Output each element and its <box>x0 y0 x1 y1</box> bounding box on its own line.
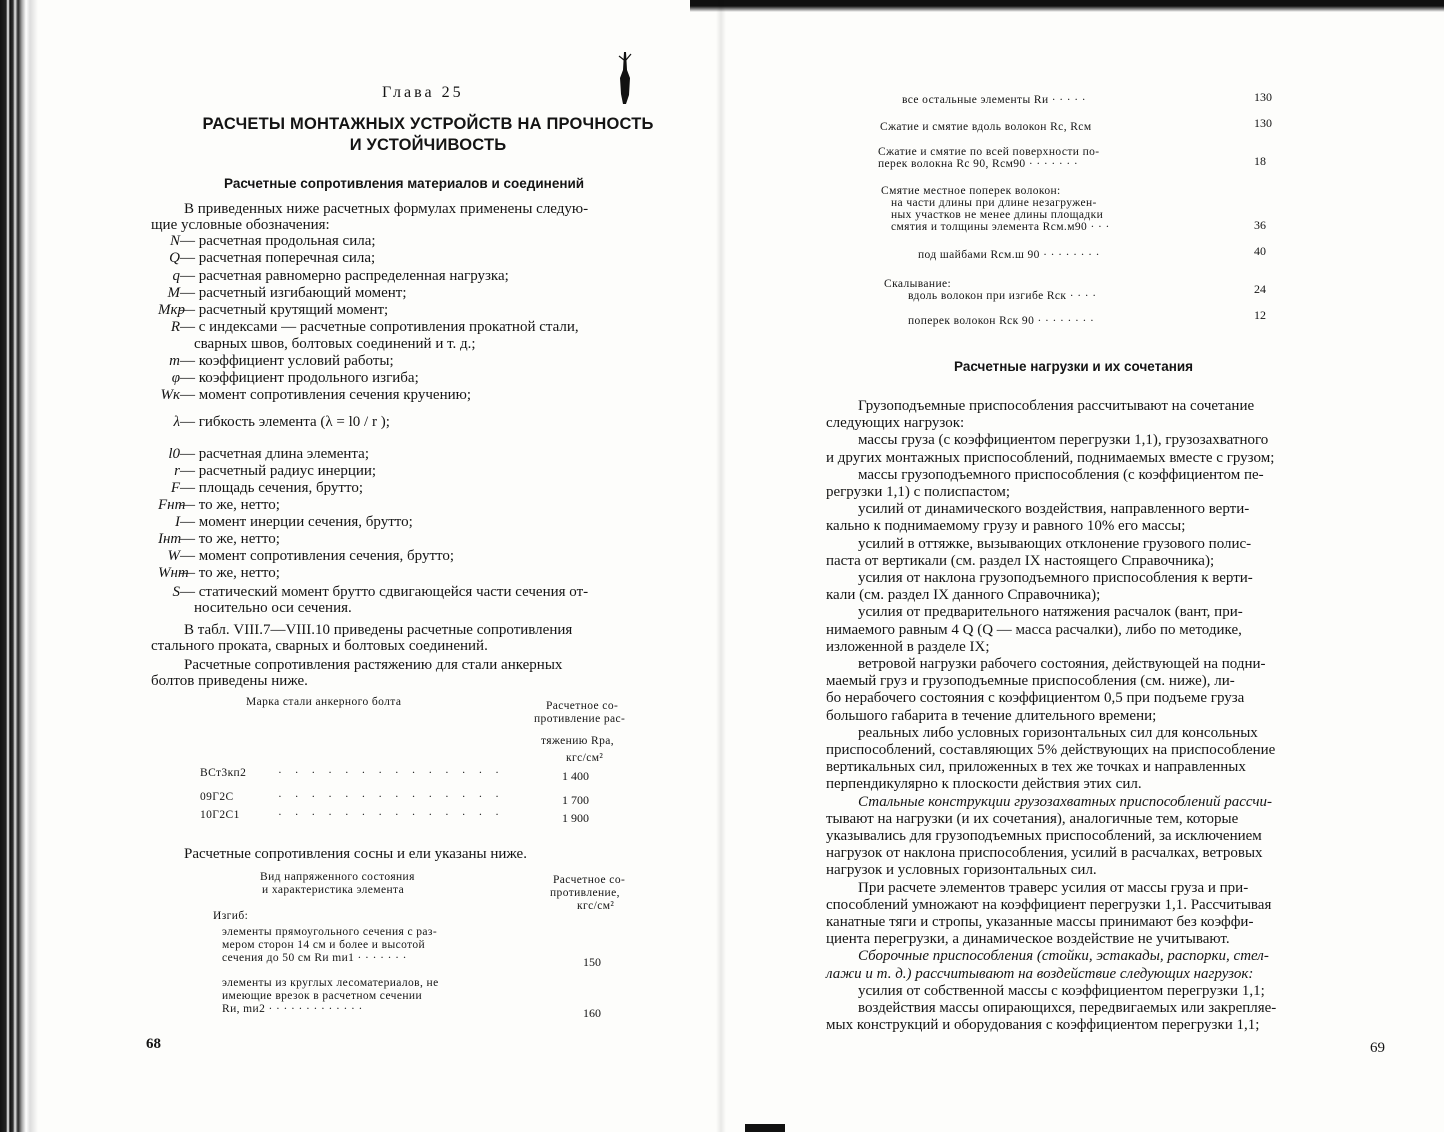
table2-row1-l2: мером сторон 14 см и более и высотой <box>222 939 426 951</box>
symbol-row <box>158 497 280 514</box>
body-text-line: нагрузок и условных горизонтальных сил. <box>826 862 1097 879</box>
right-table-row-text: Сжатие и смятие по всей поверхности по- <box>878 146 1100 158</box>
body-text-line: приспособлений, составляющих 5% действующих на приспособление <box>826 742 1276 758</box>
table1-row-name: 10Г2С1 <box>200 809 240 821</box>
body-text-line: массы груза (с коэффициентом перегрузки 1,1), грузозахватного <box>858 432 1269 449</box>
symbol-definition: — расчетная равномерно распределенная нагрузка; <box>180 268 509 284</box>
symbol-row <box>158 319 579 336</box>
symbol-row <box>158 565 280 582</box>
body-text-line: тывают на нагрузки (и их сочетания), аналогичные тем, которые <box>826 810 1239 827</box>
right-table-row-value: 36 <box>1254 218 1266 232</box>
right-table-row-text: под шайбами Rсм.ш 90 · · · · · · · · <box>918 249 1100 261</box>
symbol-definition: — коэффициент продольного изгиба; <box>180 370 419 386</box>
symbol-definition: — момент сопротивления сечения кручению; <box>180 387 471 403</box>
symbol-row <box>158 514 413 531</box>
body-text-line: кали (см. раздел IX данного Справочника); <box>826 587 1101 604</box>
body-text-line: указывались для грузоподъемных приспособлений, за исключением <box>826 828 1262 844</box>
body-text-line: усилий от динамического воздействия, направленного верти- <box>858 501 1250 518</box>
symbol-row <box>158 302 388 319</box>
symbol-term: N <box>169 233 180 249</box>
body-text-line: мых конструкций и оборудования с коэффициентом перегрузки 1,1; <box>826 1017 1260 1034</box>
body-text-line: воздействия массы опирающихся, передвигаемых или закрепляе- <box>858 1000 1277 1016</box>
para3-line2: болтов приведены ниже. <box>151 673 308 689</box>
section-heading-loads: Расчетные нагрузки и их сочетания <box>954 359 1194 374</box>
chapter-title <box>168 114 688 156</box>
symbol-definition: — момент инерции сечения, брутто; <box>180 514 413 530</box>
body-text-line: паста от вертикали (см. раздел IX настоящего Справочника); <box>826 552 1215 569</box>
symbol-term: m <box>169 353 180 369</box>
body-text-line: вертикальных сил, приложенных в тех же точках и направленных <box>826 759 1246 776</box>
chapter-heading: Глава 25 <box>382 84 464 101</box>
symbol-definition: — расчетная продольная сила; <box>180 233 376 249</box>
symbol-term: I <box>175 514 180 530</box>
symbol-term: W <box>167 548 180 564</box>
body-text-line: маемый груз и грузоподъемные приспособления (см. ниже), ли- <box>826 673 1235 690</box>
body-text-line: и других монтажных приспособлений, поднимаемых вместе с грузом; <box>826 449 1275 466</box>
right-table-row-value: 40 <box>1254 244 1266 258</box>
right-table-row-value: 130 <box>1254 116 1272 130</box>
symbol-row <box>158 548 454 565</box>
symbol-term: Fнт <box>158 497 186 513</box>
body-text-line: массы грузоподъемного приспособления (с коэффициентом пе- <box>858 466 1264 483</box>
table1-row-name: 09Г2С <box>200 791 234 803</box>
body-text-line: усилия от собственной массы с коэффициентом перегрузки 1,1; <box>858 982 1265 999</box>
body-text-line: усилия от предварительного натяжения расчалок (вант, при- <box>858 604 1243 621</box>
table2-col2-header-l3: кгс/см² <box>577 900 615 912</box>
symbol-row <box>158 446 369 463</box>
symbol-row <box>158 353 394 370</box>
symbol-definition: — с индексами — расчетные сопротивления прокатной стали, <box>180 319 579 335</box>
symbol-definition: — то же, нетто; <box>180 531 280 547</box>
right-table-row-text: ных участков не менее длины площадки <box>891 209 1104 221</box>
symbol-term: q <box>172 268 180 284</box>
body-text-line: перпендикулярно к плоскости действия этих сил. <box>826 776 1142 793</box>
para2-line1: В табл. VIII.7—VIII.10 приведены расчетные сопротивления <box>184 622 573 638</box>
para3-line1: Расчетные сопротивления растяжению для стали анкерных <box>184 657 563 673</box>
table1-col2-header-l4: кгс/см² <box>566 752 604 764</box>
body-text-line: лажи и т. д.) рассчитывают на воздействие следующих нагрузок: <box>826 965 1254 982</box>
body-text-line: Стальные конструкции грузозахватных приспособлений рассчи- <box>858 793 1272 810</box>
symbol-term: λ <box>173 414 180 430</box>
symbol-definition: — расчетный изгибающий момент; <box>180 285 407 301</box>
chapter-title-line1: РАСЧЕТЫ МОНТАЖНЫХ УСТРОЙСТВ НА ПРОЧНОСТЬ <box>202 115 654 133</box>
symbol-term: Iнт <box>158 531 182 547</box>
symbol-term: φ <box>171 370 180 386</box>
table1-row-name: ВСт3кп2 <box>200 767 247 779</box>
table1-row-leader: · · · · · · · · · · · · · · <box>278 767 504 779</box>
para2-line2: стального проката, сварных и болтовых соединений. <box>151 638 488 654</box>
table2-row2-l2: имеющие врезок в расчетном сечении <box>222 990 423 1002</box>
body-text-line: усилий в оттяжке, вызывающих отклонение грузового полис- <box>858 535 1252 552</box>
scan-edge-left <box>0 0 38 1132</box>
table2-col2-header-l2: противление, <box>550 887 620 899</box>
table2-row1-l1: элементы прямоугольного сечения с раз- <box>222 926 438 938</box>
symbol-row <box>158 584 588 601</box>
symbol-term: S <box>172 584 180 600</box>
scan-mark-bottom <box>745 1124 785 1132</box>
body-text-line: циента перегрузки, а динамическое воздействие не учитывают. <box>826 931 1230 948</box>
right-table-row-text: все остальные элементы Rи · · · · · <box>902 94 1087 106</box>
symbol-row <box>158 387 471 404</box>
intro-line1: В приведенных ниже расчетных формулах применены следую- <box>184 201 589 217</box>
symbol-term: l0 <box>168 446 180 462</box>
body-text-line: усилия от наклона грузоподъемного приспособления к верти- <box>858 570 1253 586</box>
body-text-line: кально к поднимаемому грузу и равного 10% его массы; <box>826 518 1186 535</box>
symbol-row <box>194 600 352 617</box>
table1-row-leader: · · · · · · · · · · · · · · <box>278 809 504 821</box>
symbol-term: Mкр <box>158 302 186 318</box>
symbol-row <box>158 463 376 480</box>
table2-row2-l1: элементы из круглых лесоматериалов, не <box>222 977 439 989</box>
symbol-term: R <box>170 319 180 335</box>
symbol-row <box>158 370 419 387</box>
book-spine-shadow <box>716 0 726 1132</box>
table1-row-value: 1 700 <box>562 793 589 807</box>
symbol-definition: сварных швов, болтовых соединений и т. д.; <box>194 336 476 352</box>
symbol-row <box>158 250 375 267</box>
table1-row-value: 1 900 <box>562 811 589 825</box>
body-text-line: изложенной в разделе IX; <box>826 638 990 655</box>
symbol-term: Wнт <box>158 565 189 581</box>
right-table-row-value: 130 <box>1254 90 1272 104</box>
symbol-definition: — расчетный крутящий момент; <box>180 302 389 318</box>
symbol-definition: — то же, нетто; <box>180 497 280 513</box>
ink-blot-icon <box>614 50 636 106</box>
table1-col2-header-l3: тяжению Rрa, <box>541 735 615 747</box>
symbol-row <box>158 233 376 250</box>
chapter-title-line2: И УСТОЙЧИВОСТЬ <box>349 136 507 154</box>
section-heading-resistances: Расчетные сопротивления материалов и соединений <box>224 176 585 191</box>
symbol-definition: — гибкость элемента (λ = l0 / r ); <box>180 414 390 430</box>
body-text-line: нагрузок от наклона приспособления, усилий в расчалках, ветровых <box>826 845 1263 862</box>
symbol-row <box>158 285 407 302</box>
body-text-line: канатные тяги и стропы, указанные массы принимают без коэффи- <box>826 914 1254 930</box>
table2-col1-header-l1: Вид напряженного состояния <box>260 871 415 883</box>
table2-row2-l3: Rи, mи2 · · · · · · · · · · · · · <box>222 1003 363 1015</box>
body-text-line: Грузоподъемные приспособления рассчитывают на сочетание <box>858 398 1255 414</box>
body-text-line: способлений умножают на коэффициент перегрузки 1,1. Рассчитывая <box>826 896 1272 913</box>
body-text-line: регрузки 1,1) с полиспастом; <box>826 484 1011 500</box>
symbol-definition: — то же, нетто; <box>180 565 280 581</box>
symbol-term: Q <box>169 250 180 266</box>
para4: Расчетные сопротивления сосны и ели указаны ниже. <box>184 846 527 862</box>
scan-edge-top <box>690 0 1444 12</box>
symbol-term: r <box>174 463 180 479</box>
table1-row-leader: · · · · · · · · · · · · · · <box>278 791 504 803</box>
right-table-row-text: перек волокна Rс 90, Rсм90 · · · · · · · <box>878 158 1079 170</box>
symbol-row <box>158 531 280 548</box>
symbol-definition: — момент сопротивления сечения, брутто; <box>180 548 455 564</box>
symbol-definition: — статический момент брутто сдвигающейся части сечения от- <box>180 584 589 600</box>
body-text-line: бо нерабочего состояния с коэффициентом 0,5 при подъеме груза <box>826 690 1245 707</box>
symbol-row <box>158 480 363 497</box>
body-text-line: нимаемого равным 4 Q (Q — масса расчалки), либо по методике, <box>826 621 1242 638</box>
symbol-definition: — расчетный радиус инерции; <box>180 463 377 479</box>
right-table-row-text: Скалывание: <box>884 278 952 290</box>
symbol-term: Wк <box>160 387 180 403</box>
symbol-definition: — расчетная поперечная сила; <box>180 250 376 266</box>
symbol-row <box>158 268 509 285</box>
table2-row2-value: 160 <box>583 1006 601 1020</box>
table2-group-bending: Изгиб: <box>213 910 249 922</box>
right-table-row-text: Сжатие и смятие вдоль волокон Rс, Rсм <box>880 121 1092 133</box>
body-text-line: ветровой нагрузки рабочего состояния, действующей на подни- <box>858 656 1266 672</box>
body-text-line: большого габарита в течение длительного времени; <box>826 707 1157 724</box>
page-number-right: 69 <box>1370 1040 1385 1056</box>
symbol-row <box>158 414 390 431</box>
right-table-row-value: 24 <box>1254 282 1266 296</box>
right-table-row-text: Смятие местное поперек волокон: <box>881 185 1061 197</box>
symbol-term: M <box>167 285 180 301</box>
table1-row-value: 1 400 <box>562 769 589 783</box>
right-table-row-text: смятия и толщины элемента Rсм.м90 · · · <box>891 221 1110 233</box>
table1-col1-header: Марка стали анкерного болта <box>246 696 402 708</box>
table2-col2-header-l1: Расчетное со- <box>553 874 626 886</box>
symbol-definition: — коэффициент условий работы; <box>180 353 394 369</box>
right-table-row-text: поперек волокон Rск 90 · · · · · · · · <box>908 315 1095 327</box>
symbol-definition: носительно оси сечения. <box>194 600 352 616</box>
intro-line2: щие условные обозначения: <box>151 217 330 233</box>
body-text-line: следующих нагрузок: <box>826 415 965 432</box>
right-table-row-text: на части длины при длине незагружен- <box>891 197 1097 209</box>
table1-col2-header-l2: противление рас- <box>534 713 626 725</box>
symbol-term: F <box>170 480 180 496</box>
page-number-left: 68 <box>146 1036 161 1052</box>
table1-col2-header-l1: Расчетное со- <box>546 700 619 712</box>
symbol-definition: — расчетная длина элемента; <box>180 446 369 462</box>
body-text-line: При расчете элементов траверс усилия от массы груза и при- <box>858 879 1249 896</box>
body-text-line: реальных либо условных горизонтальных сил для консольных <box>858 724 1258 741</box>
table2-col1-header-l2: и характеристика элемента <box>262 884 405 896</box>
right-table-row-text: вдоль волокон при изгибе Rск · · · · <box>908 290 1097 302</box>
body-text-line: Сборочные приспособления (стойки, эстакады, распорки, стел- <box>858 948 1269 965</box>
table2-row1-value: 150 <box>583 955 601 969</box>
symbol-row <box>194 336 476 353</box>
symbol-definition: — площадь сечения, брутто; <box>180 480 363 496</box>
right-table-row-value: 12 <box>1254 308 1266 322</box>
right-table-row-value: 18 <box>1254 154 1266 168</box>
table2-row1-l3: сечения до 50 см Rи mи1 · · · · · · · <box>222 952 407 964</box>
